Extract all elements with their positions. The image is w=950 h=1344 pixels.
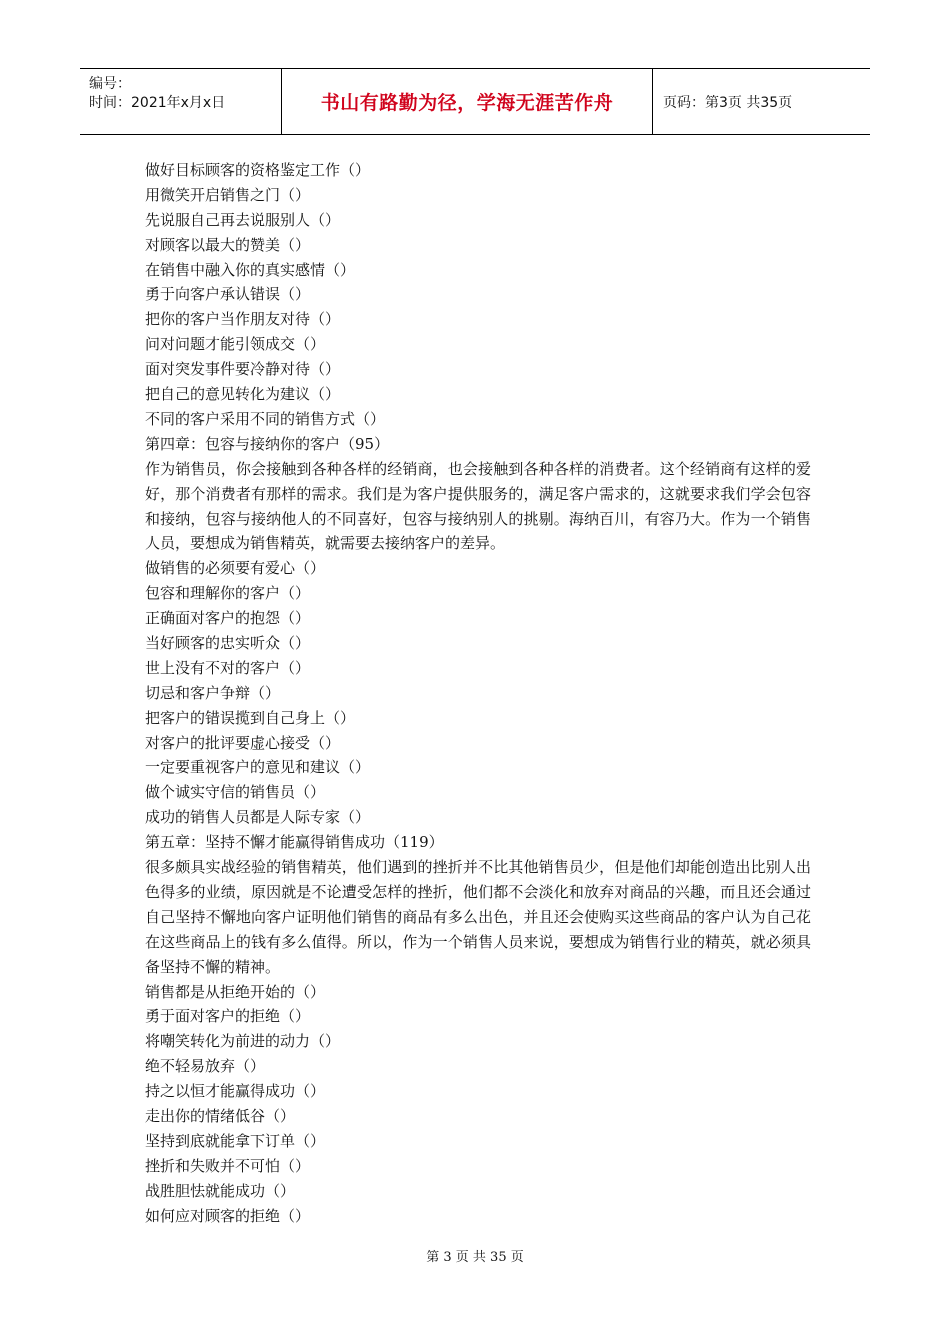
list-item: 成功的销售人员都是人际专家（） — [145, 808, 371, 827]
list-item: 对客户的批评要虚心接受（） — [145, 733, 341, 752]
list-item: 包容和理解你的客户（） — [145, 584, 311, 603]
chapter-5-intro: 很多颇具实战经验的销售精英，他们遇到的挫折并不比其他销售员少，但是他们却能创造出比别人出色得多的业绩，原因就是不论遭受怎样的挫折，他们都不会淡化和放弃对商品的兴趣，而且还会通过自己坚持不懈地向客户证明他们销售的商品有多么出色，并且还会使购买这些商品的客户认为自己花在这些商品上的钱有多么值得。所以，作为一个销售人员来说，要想成为销售行业的精英，就必须具备坚持不懈的精神。 — [145, 858, 811, 976]
list-item: 挫折和失败并不可怕（） — [145, 1156, 311, 1175]
list-item: 先说服自己再去说服别人（） — [145, 210, 341, 229]
chapter-4-title: 第四章：包容与接纳你的客户（95） — [145, 434, 390, 453]
list-item: 把客户的错误揽到自己身上（） — [145, 708, 356, 727]
list-item: 坚持到底就能拿下订单（） — [145, 1131, 326, 1150]
header-meta — [80, 69, 281, 134]
header-time-label: 时间：2021年x月x日 — [89, 95, 226, 111]
list-item: 用微笑开启销售之门（） — [145, 185, 311, 204]
list-item: 问对问题才能引领成交（） — [145, 335, 326, 354]
document-body — [145, 158, 811, 1228]
list-item: 做销售的必须要有爱心（） — [145, 559, 326, 578]
list-item: 销售都是从拒绝开始的（） — [145, 982, 326, 1001]
page-header — [80, 68, 870, 135]
list-item: 面对突发事件要冷静对待（） — [145, 360, 341, 379]
list-item: 走出你的情绪低谷（） — [145, 1106, 296, 1125]
list-item: 对顾客以最大的赞美（） — [145, 235, 311, 254]
list-item: 勇于向客户承认错误（） — [145, 285, 311, 304]
list-item: 世上没有不对的客户（） — [145, 658, 311, 677]
list-item: 正确面对客户的抱怨（） — [145, 609, 311, 628]
list-item: 绝不轻易放弃（） — [145, 1057, 266, 1076]
page-footer: 第 3 页 共 35 页 — [426, 1250, 524, 1265]
list-item: 一定要重视客户的意见和建议（） — [145, 758, 371, 777]
list-item: 勇于面对客户的拒绝（） — [145, 1007, 311, 1026]
list-item: 持之以恒才能赢得成功（） — [145, 1082, 326, 1101]
header-number-label: 编号： — [89, 76, 131, 92]
list-item: 做好目标顾客的资格鉴定工作（） — [145, 161, 371, 179]
list-item: 做个诚实守信的销售员（） — [145, 783, 326, 802]
chapter-4-intro: 作为销售员，你会接触到各种各样的经销商，也会接触到各种各样的消费者。这个经销商有这样的爱好，那个消费者有那样的需求。我们是为客户提供服务的，满足客户需求的，这就要求我们学会包容和接纳，包容与接纳他人的不同喜好，包容与接纳别人的挑剔。海纳百川，有容乃大。作为一个销售人员，要想成为销售精英，就需要去接纳客户的差异。 — [145, 459, 811, 553]
list-item: 切忌和客户争辩（） — [145, 683, 281, 702]
list-item: 将嘲笑转化为前进的动力（） — [145, 1032, 341, 1051]
list-item: 如何应对顾客的拒绝（） — [145, 1206, 311, 1225]
header-motto: 书山有路勤为径，学海无涯苦作舟 — [281, 69, 653, 134]
list-item: 当好顾客的忠实听众（） — [145, 633, 311, 652]
list-item: 把你的客户当作朋友对待（） — [145, 310, 341, 329]
list-item: 在销售中融入你的真实感情（） — [145, 260, 356, 279]
list-item: 不同的客户采用不同的销售方式（） — [145, 409, 386, 428]
list-item: 战胜胆怯就能成功（） — [145, 1181, 296, 1200]
list-item: 把自己的意见转化为建议（） — [145, 385, 341, 404]
header-page-info: 页码：第3页 共35页 — [663, 94, 793, 111]
chapter-5-title: 第五章：坚持不懈才能赢得销售成功（119） — [145, 833, 444, 852]
